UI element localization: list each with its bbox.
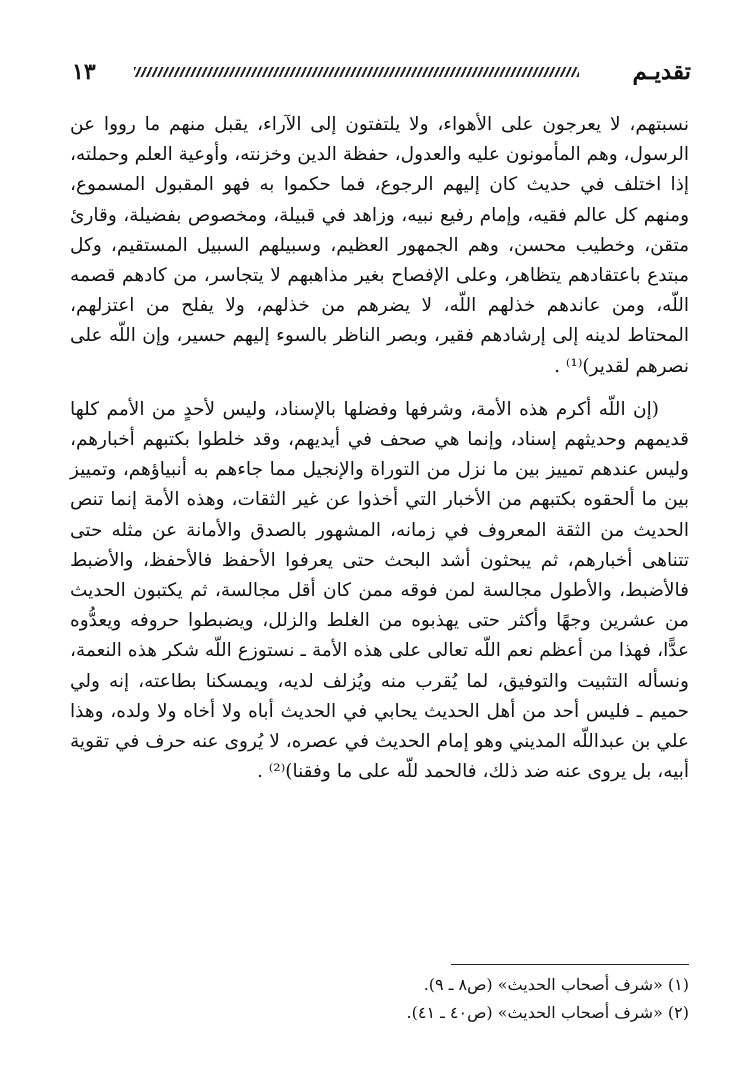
footnote-2: (٢) «شرف أصحاب الحديث» (ص٤٠ ـ ٤١). xyxy=(406,1003,689,1022)
page-number: ١٣ xyxy=(72,59,96,85)
paragraph-continuation: نسبتهم، لا يعرجون على الأهواء، ولا يلتفتون إلى الآراء، يقبل منهم ما رووا عن الرسول، وهم المأمونون عليه والعدول، حفظة الدين وخزنته، وأوعية العلم وحملته، إذا اختلف في حديث كان إليهم الرجوع، فما حكموا به فهو المقبول المسموع، ومنهم كل عالم فقيه، وإمام رفيع نبيه، وزاهد في قبيلة، ومخصوص بفضيلة، وقارئ متقن، وخطيب محسن، وهم الجمهور العظيم، وسبيلهم السبيل المستقيم، وكل مبتدع باعتقادهم يتظاهر، وعلى الإفصاح بغير مذاهبهم لا يتجاسر، من كادهم قصمه اللّه، ومن عاندهم خذلهم اللّه، لا يضرهم من خذلهم، ولا يفلح من اعتزلهم، المحتاط لدينه إلى إرشادهم فقير، وبصر الناظر بالسوء إليهم حسير، وإن اللّه على نصرهم لقدير)⁽¹⁾ . xyxy=(70,114,689,377)
chapter-title: تقديـم xyxy=(632,58,691,85)
footnote-separator xyxy=(451,964,689,965)
main-text xyxy=(70,110,689,787)
footnote-1: (١) «شرف أصحاب الحديث» (ص٨ ـ ٩). xyxy=(423,975,689,994)
page-header xyxy=(72,52,691,92)
header-decorative-rule xyxy=(134,67,579,77)
paragraph-quote: (إن اللّه أكرم هذه الأمة، وشرفها وفضلها بالإسناد، وليس لأحدٍ من الأمم كلها قديمهم وحديثهم إسناد، وإنما هي صحف في أيديهم، وقد خلطوا بكتبهم أخبارهم، وليس عندهم تمييز بين ما نزل من التوراة والإنجيل مما جاءهم به أنبياؤهم، وتمييز بين ما ألحقوه بكتبهم من الأخبار التي أخذوا عن غير الثقات، وهذه الأمة إنما تنص الحديث من الثقة المعروف في زمانه، المشهور بالصدق والأمانة عن مثله حتى تتناهى أخبارهم، ثم يبحثون أشد البحث حتى يعرفوا الأحفظ فالأحفظ، والأضبط فالأضبط، والأطول مجالسة لمن فوقه ممن كان أقل مجالسة، ثم يكتبون الحديث من عشرين وجهًا وأكثر حتى يهذبوه من الغلط والزلل، ويضبطوا حروفه ويعدُّوه عدًّا، فهذا من أعظم نعم اللّه تعالى على هذه الأمة ـ نستوزع اللّه شكر هذه النعمة، ونسأله التثبيت والتوفيق، لما يُقرب منه ويُزلف لديه، ويمسكنا بطاعته، إنه ولي حميم ـ فليس أحد من أهل الحديث يحابي في الحديث أباه ولا أخاه ولا ولده، وهذا علي بن عبداللّه المديني وهو إمام الحديث في عصره، لا يُروى عنه حرف في تقوية أبيه، بل يروى عنه ضد ذلك، فالحمد للّه على ما وفقنا)⁽²⁾ . xyxy=(70,398,689,783)
